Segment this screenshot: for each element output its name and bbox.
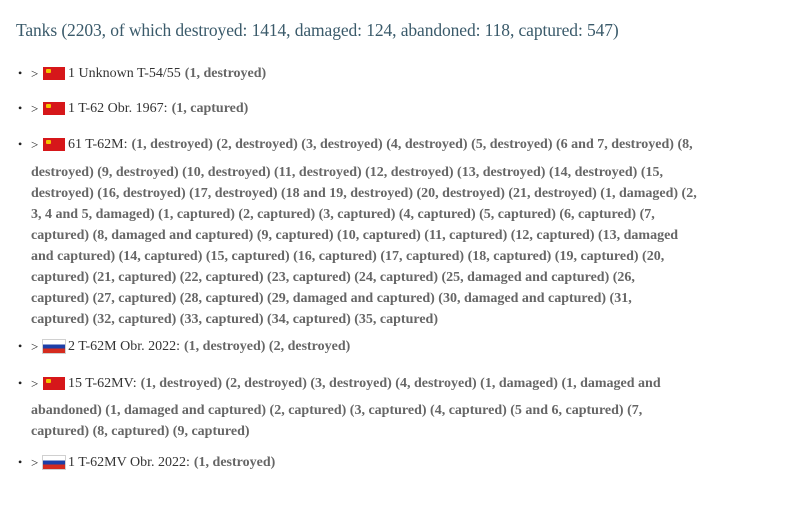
vehicle-name: 1 Unknown T-54/55	[68, 66, 181, 81]
bullet-icon: •	[18, 137, 23, 151]
detail-link-text[interactable]: (1, destroyed)	[184, 66, 267, 81]
expand-arrow-icon[interactable]: >	[31, 101, 39, 116]
list-item	[18, 98, 722, 119]
detail-line[interactable]: abandoned) (1, damaged and captured) (2, captured) (3, captured) (4, captured) (5 and 6, captured) (7,	[31, 403, 643, 418]
list-item	[18, 63, 722, 84]
detail-line[interactable]: destroyed) (9, destroyed) (10, destroyed) (11, destroyed) (12, destroyed) (13, destroyed) (14, destroyed) (15,	[31, 165, 663, 180]
ussr-flag-icon	[43, 377, 65, 390]
list-item	[18, 336, 722, 357]
expand-arrow-icon[interactable]: >	[31, 455, 39, 470]
expand-arrow-icon[interactable]: >	[31, 339, 39, 354]
list-item	[18, 452, 722, 473]
page-heading: Tanks (2203, of which destroyed: 1414, damaged: 124, abandoned: 118, captured: 547)	[16, 20, 619, 40]
vehicle-name: 1 T-62 Obr. 1967:	[68, 101, 168, 116]
vehicle-name: 2 T-62M Obr. 2022:	[68, 339, 181, 354]
detail-line[interactable]: 3, 4 and 5, damaged) (1, captured) (2, captured) (3, captured) (4, captured) (5, captured) (6, captured) (7,	[31, 207, 655, 222]
detail-line[interactable]: destroyed) (16, destroyed) (17, destroyed) (18 and 19, destroyed) (20, destroyed) (21, destroyed) (1, damaged) (2,	[31, 186, 697, 201]
detail-line[interactable]: captured) (8, captured) (9, captured)	[31, 424, 250, 439]
vehicle-name: 61 T-62M:	[68, 137, 128, 152]
vehicle-name: 1 T-62MV Obr. 2022:	[68, 455, 190, 470]
russia-flag-icon	[43, 340, 65, 353]
list-item	[18, 134, 722, 330]
expand-arrow-icon[interactable]: >	[31, 66, 39, 81]
bullet-icon: •	[18, 66, 23, 80]
ussr-flag-icon	[43, 102, 65, 115]
bullet-icon: •	[18, 339, 23, 353]
expand-arrow-icon[interactable]: >	[31, 137, 39, 152]
detail-line[interactable]: captured) (8, damaged and captured) (9, captured) (10, captured) (11, captured) (12, captured) (13, damaged	[31, 228, 679, 243]
detail-link-text[interactable]: (1, destroyed) (2, destroyed)	[184, 339, 351, 354]
bullet-icon: •	[18, 101, 23, 115]
ussr-flag-icon	[43, 138, 65, 151]
vehicle-name: 15 T-62MV:	[68, 376, 137, 391]
detail-line[interactable]: and captured) (14, captured) (15, captured) (16, captured) (17, captured) (18, captured) (19, captured) (20,	[31, 249, 665, 264]
detail-line[interactable]: captured) (32, captured) (33, captured) (34, captured) (35, captured)	[31, 312, 439, 327]
russia-flag-icon	[43, 456, 65, 469]
detail-link-text[interactable]: (1, destroyed)	[193, 455, 276, 470]
expand-arrow-icon[interactable]: >	[31, 376, 39, 391]
detail-link-text[interactable]: (1, destroyed) (2, destroyed) (3, destroyed) (4, destroyed) (5, destroyed) (6 and 7, destroyed) (8,	[131, 137, 693, 152]
bullet-icon: •	[18, 455, 23, 469]
ussr-flag-icon	[43, 67, 65, 80]
detail-line[interactable]: captured) (21, captured) (22, captured) (23, captured) (24, captured) (25, damaged and captured) (26,	[31, 270, 635, 285]
bullet-icon: •	[18, 376, 23, 390]
list-item	[18, 373, 722, 442]
detail-link-text[interactable]: (1, destroyed) (2, destroyed) (3, destroyed) (4, destroyed) (1, damaged) (1, damaged and	[140, 376, 661, 391]
detail-line[interactable]: captured) (27, captured) (28, captured) (29, damaged and captured) (30, damaged and captured) (31,	[31, 291, 632, 306]
detail-link-text[interactable]: (1, captured)	[171, 101, 249, 116]
